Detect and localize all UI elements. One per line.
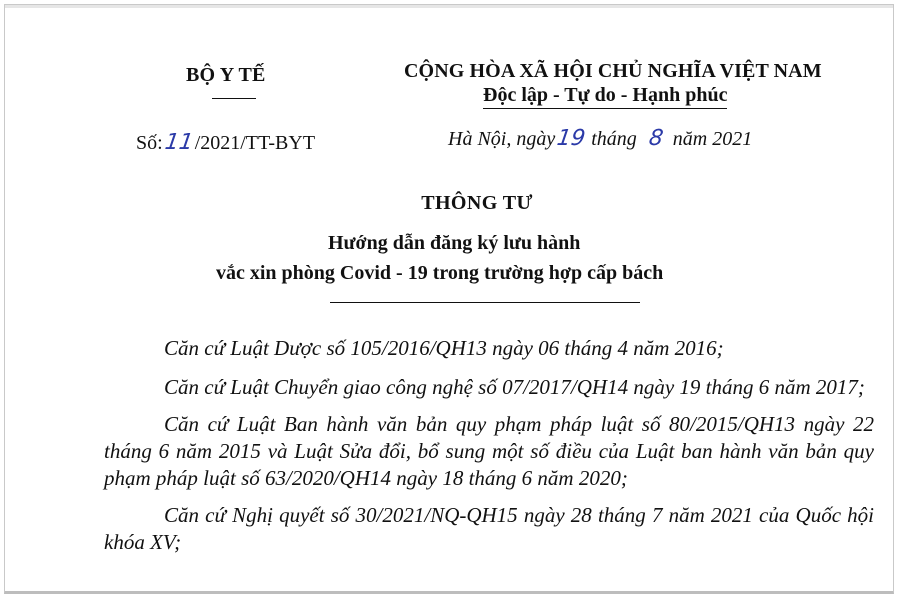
handwritten-month: 8 bbox=[647, 126, 665, 151]
national-motto: Độc lập - Tự do - Hạnh phúc bbox=[483, 84, 727, 109]
body-paragraph: Căn cứ Luật Chuyển giao công nghệ số 07/2017/QH14 ngày 19 tháng 6 năm 2017; bbox=[164, 375, 865, 399]
place-prefix: Hà Nội, ngày bbox=[448, 128, 556, 150]
body-paragraph: Căn cứ Luật Dược số 105/2016/QH13 ngày 06 tháng 4 năm 2016; bbox=[164, 336, 724, 360]
body-paragraph: Căn cứ Nghị quyết số 30/2021/NQ-QH15 ngày 28 tháng 7 năm 2021 của Quốc hội khóa XV; bbox=[104, 503, 874, 554]
nation-name: CỘNG HÒA XÃ HỘI CHỦ NGHĨA VIỆT NAM bbox=[404, 60, 822, 82]
document-number bbox=[136, 130, 315, 155]
number-prefix: Số: bbox=[136, 132, 163, 154]
title-underline bbox=[330, 302, 640, 303]
ministry-name: BỘ Y TẾ bbox=[186, 64, 266, 86]
ministry-underline bbox=[212, 98, 256, 99]
title-line-1: Hướng dẫn đăng ký lưu hành bbox=[328, 232, 581, 254]
handwritten-day: 19 bbox=[555, 126, 587, 151]
month-label: tháng bbox=[591, 128, 637, 150]
document-body bbox=[104, 335, 874, 566]
title-line-2: vắc xin phòng Covid - 19 trong trường hợp cấp bách bbox=[216, 262, 664, 284]
document-type-heading: THÔNG TƯ bbox=[421, 192, 533, 214]
year-text: năm 2021 bbox=[672, 128, 753, 150]
number-suffix: /2021/TT-BYT bbox=[194, 132, 316, 154]
place-and-date bbox=[448, 126, 752, 151]
body-paragraph: Căn cứ Luật Ban hành văn bản quy phạm pháp luật số 80/2015/QH13 ngày 22 tháng 6 năm 2015 và Luật Sửa đổi, bổ sung một số điều của Luật ban hành văn bản quy phạm pháp luật số 63/2020/QH14 ngày 18 tháng 6 năm 2020; bbox=[104, 412, 874, 490]
handwritten-number: 11 bbox=[162, 130, 195, 155]
